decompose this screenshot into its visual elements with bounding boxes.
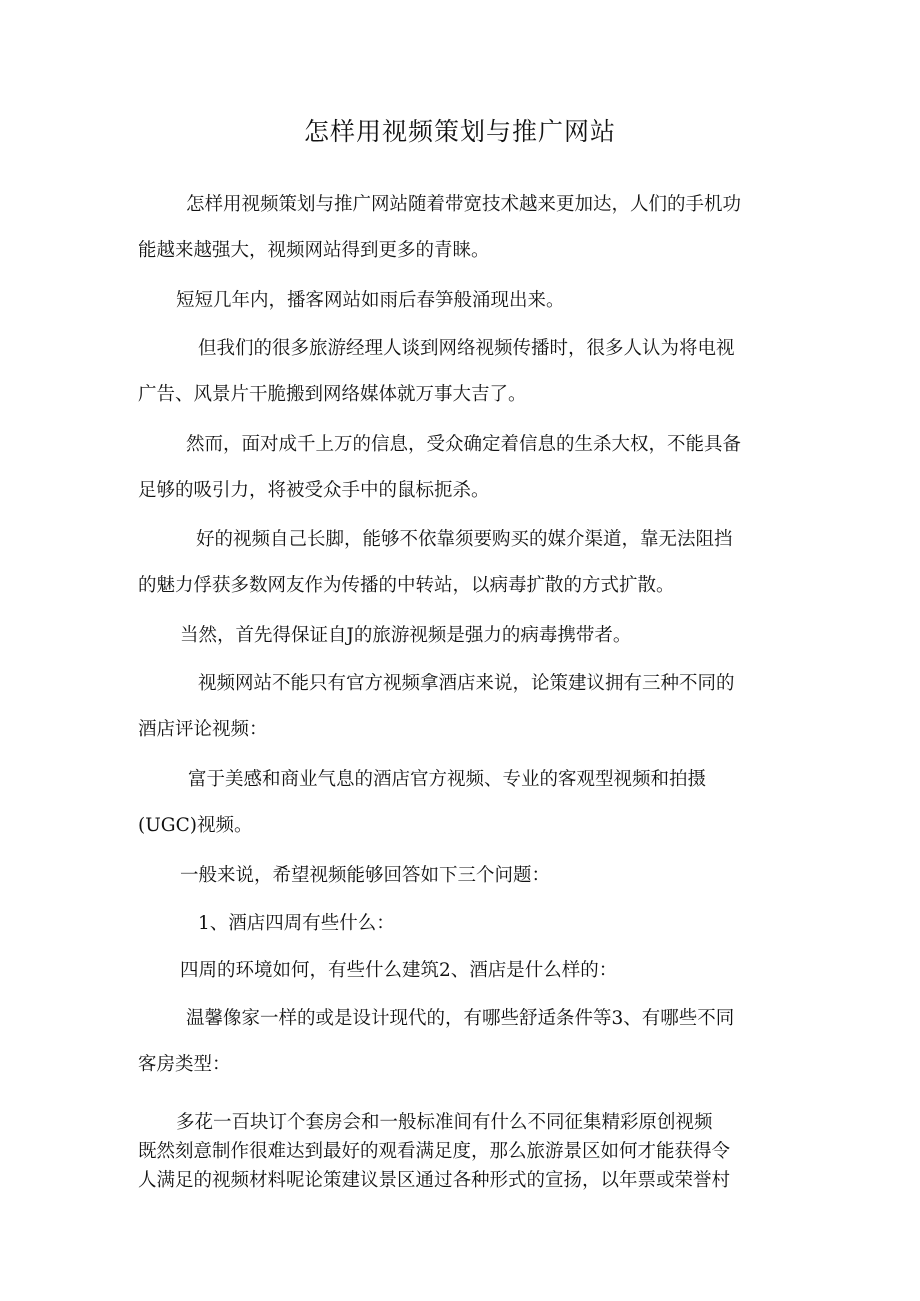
paragraph-line: 温馨像家一样的或是设计现代的，有哪些舒适条件等3、有哪些不同 — [186, 1008, 735, 1029]
paragraph-line: 但我们的很多旅游经理人谈到网络视频传播时，很多人认为将电视 — [198, 338, 735, 359]
paragraph-6 — [138, 613, 788, 659]
paragraph-2 — [138, 278, 788, 324]
paragraph-line: 既然刻意制作很难达到最好的观看满足度，那么旅游景区如何才能获得令 — [138, 1141, 731, 1162]
paragraph-line: 怎样用视频策划与推广网站随着带宽技术越来更加达，人们的手机功 — [186, 194, 742, 215]
paragraph-9 — [138, 853, 788, 899]
paragraph-line: 人满足的视频材料呢论策建议景区通过各种形式的宣扬，以年票或荣誉村 — [138, 1170, 731, 1191]
document-title: 怎样用视频策划与推广网站 — [303, 117, 616, 146]
paragraph-line: 多花一百块订个套房会和一般标准间有什么不同征集精彩原创视频 — [176, 1112, 713, 1133]
paragraph-8 — [138, 757, 788, 849]
paragraph-12 — [138, 996, 788, 1088]
paragraph-line: 广告、风景片干脆搬到网络媒体就万事大吉了。 — [138, 384, 527, 405]
paragraph-line: 一般来说，希望视频能够回答如下三个问题： — [180, 865, 551, 886]
paragraph-line: 然而，面对成千上万的信息，受众确定着信息的生杀大权，不能具备 — [186, 434, 742, 455]
paragraph-line: 好的视频自己长脚，能够不依靠须要购买的媒介渠道，靠无法阻挡 — [196, 529, 733, 550]
paragraph-13 — [138, 1108, 788, 1195]
paragraph-line: 能越来越强大，视频网站得到更多的青睐。 — [138, 240, 490, 261]
paragraph-7 — [138, 661, 788, 753]
paragraph-line: 的魅力俘获多数网友作为传播的中转站，以病毒扩散的方式扩散。 — [138, 575, 675, 596]
paragraph-line: 富于美感和商业气息的酒店官方视频、专业的客观型视频和拍摄 — [188, 769, 707, 790]
paragraph-line: 四周的环境如何，有些什么建筑2、酒店是什么样的： — [180, 960, 618, 981]
paragraph-line: 足够的吸引力，将被受众手中的鼠标扼杀。 — [138, 480, 490, 501]
paragraph-1 — [138, 182, 788, 274]
paragraph-line: 酒店评论视频： — [138, 719, 268, 740]
paragraph-4 — [138, 422, 788, 514]
paragraph-line: 当然，首先得保证自J的旅游视频是强力的病毒携带者。 — [180, 625, 632, 646]
paragraph-10 — [138, 901, 788, 947]
paragraph-line: 视频网站不能只有官方视频拿酒店来说，论策建议拥有三种不同的 — [198, 673, 735, 694]
paragraph-5 — [138, 517, 788, 609]
paragraph-3 — [138, 326, 788, 418]
paragraph-line: 客房类型： — [138, 1054, 231, 1075]
paragraph-line: (UGC)视频。 — [138, 815, 253, 836]
paragraph-11 — [138, 948, 788, 994]
paragraph-line: 1、酒店四周有些什么： — [198, 913, 395, 934]
paragraph-line: 短短几年内，播客网站如雨后春笋般涌现出来。 — [176, 290, 565, 311]
